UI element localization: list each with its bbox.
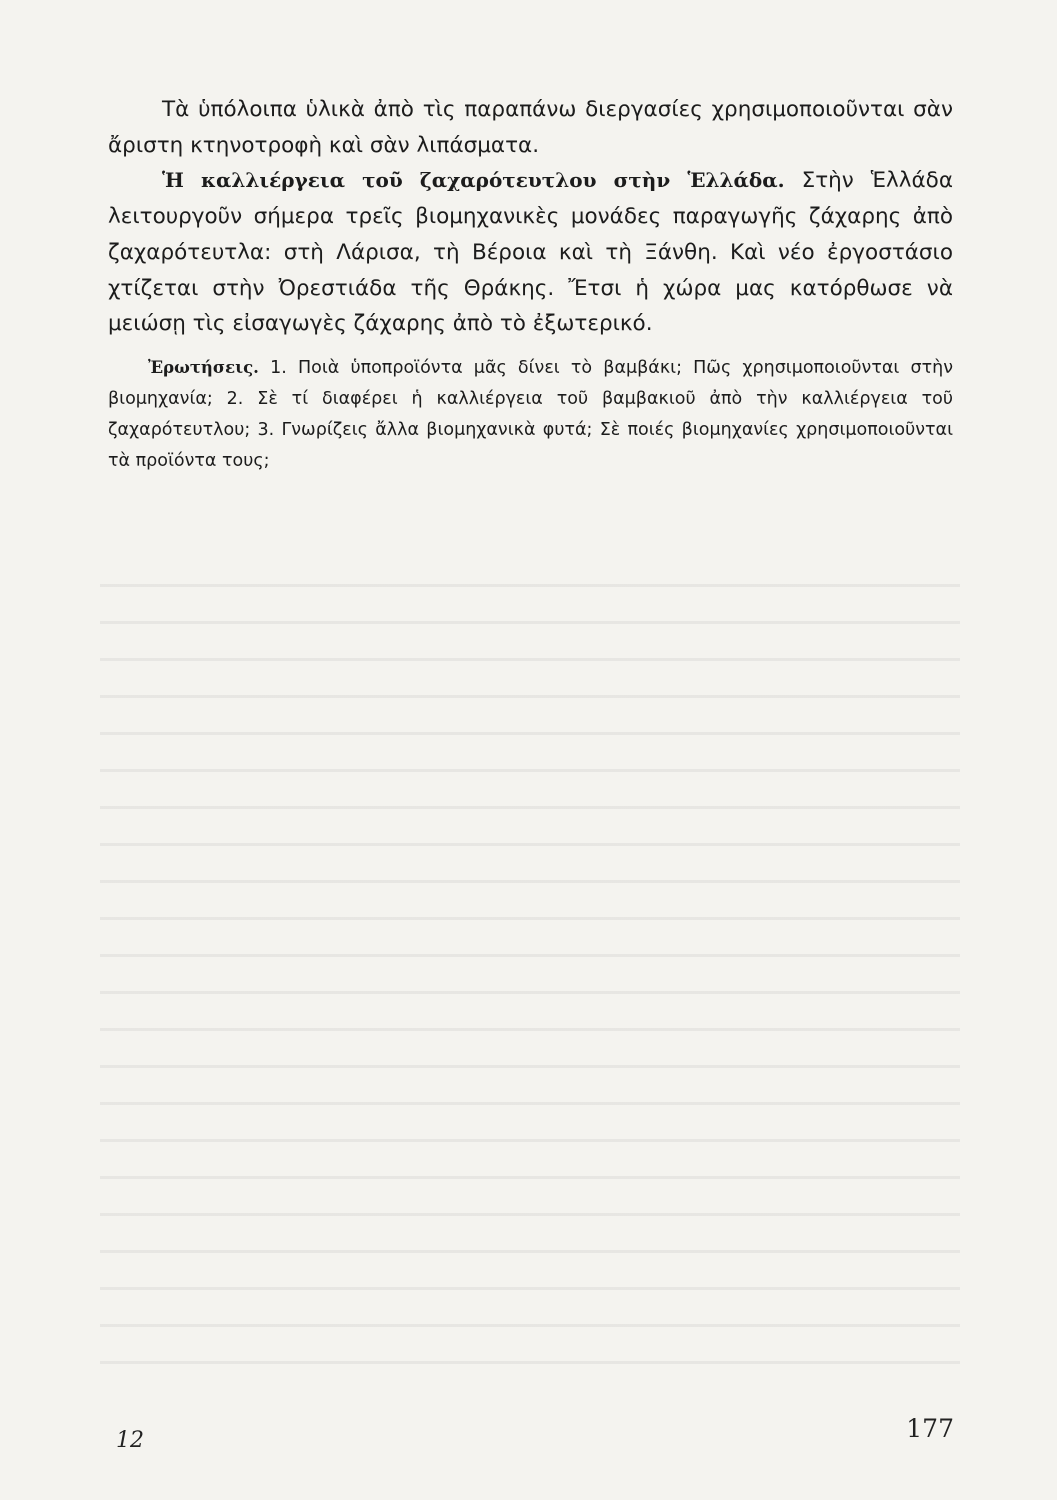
questions-block (108, 352, 953, 477)
questions-label: Ἐρωτήσεις. (148, 357, 259, 377)
bleed-through-text (100, 560, 960, 1380)
paragraph-sugar-beet-text: Στὴν Ἑλλάδα λειτουργοῦν σήμερα τρεῖς βιομηχανικὲς μονάδες παραγωγῆς ζάχαρης ἀπὸ ζαχαρότευτλα: στὴ Λάρισα, τὴ Βέροια καὶ τὴ Ξάνθη. Καὶ νέο ἐργοστάσιο χτίζεται στὴν Ὀρεστιάδα τῆς Θράκης. Ἔτσι ἡ χώρα μας κατόρθωσε νὰ μειώσῃ τὶς εἰσαγωγὲς ζάχαρης ἀπὸ τὸ ἐξωτερικό. (108, 168, 953, 337)
paragraph-sugar-beet-greece (108, 163, 953, 342)
paragraph-byproducts-text: Τὰ ὑπόλοιπα ὑλικὰ ἀπὸ τὶς παραπάνω διεργασίες χρησιμοποιοῦνται σὰν ἄριστη κτηνοτροφὴ καὶ σὰν λιπάσματα. (108, 97, 953, 158)
section-heading: Ἡ καλλιέργεια τοῦ ζαχαρότευτλου στὴν Ἑλλάδα. (162, 168, 785, 193)
page-body (108, 92, 953, 494)
signature-mark: 12 (116, 1428, 144, 1453)
paragraph-byproducts (108, 92, 953, 163)
page-number: 177 (906, 1414, 954, 1443)
questions-text: 1. Ποιὰ ὑποπροϊόντα μᾶς δίνει τὸ βαμβάκι; Πῶς χρησιμοποιοῦνται στὴν βιομηχανία; 2. Σὲ τί διαφέρει ἡ καλλιέργεια τοῦ βαμβακιοῦ ἀπὸ τὴν καλλιέργεια τοῦ ζαχαρότευτλου; 3. Γνωρίζεις ἄλλα βιομηχανικὰ φυτά; Σὲ ποιές βιομηχανίες χρησιμοποιοῦνται τὰ προϊόντα τους; (108, 357, 953, 471)
